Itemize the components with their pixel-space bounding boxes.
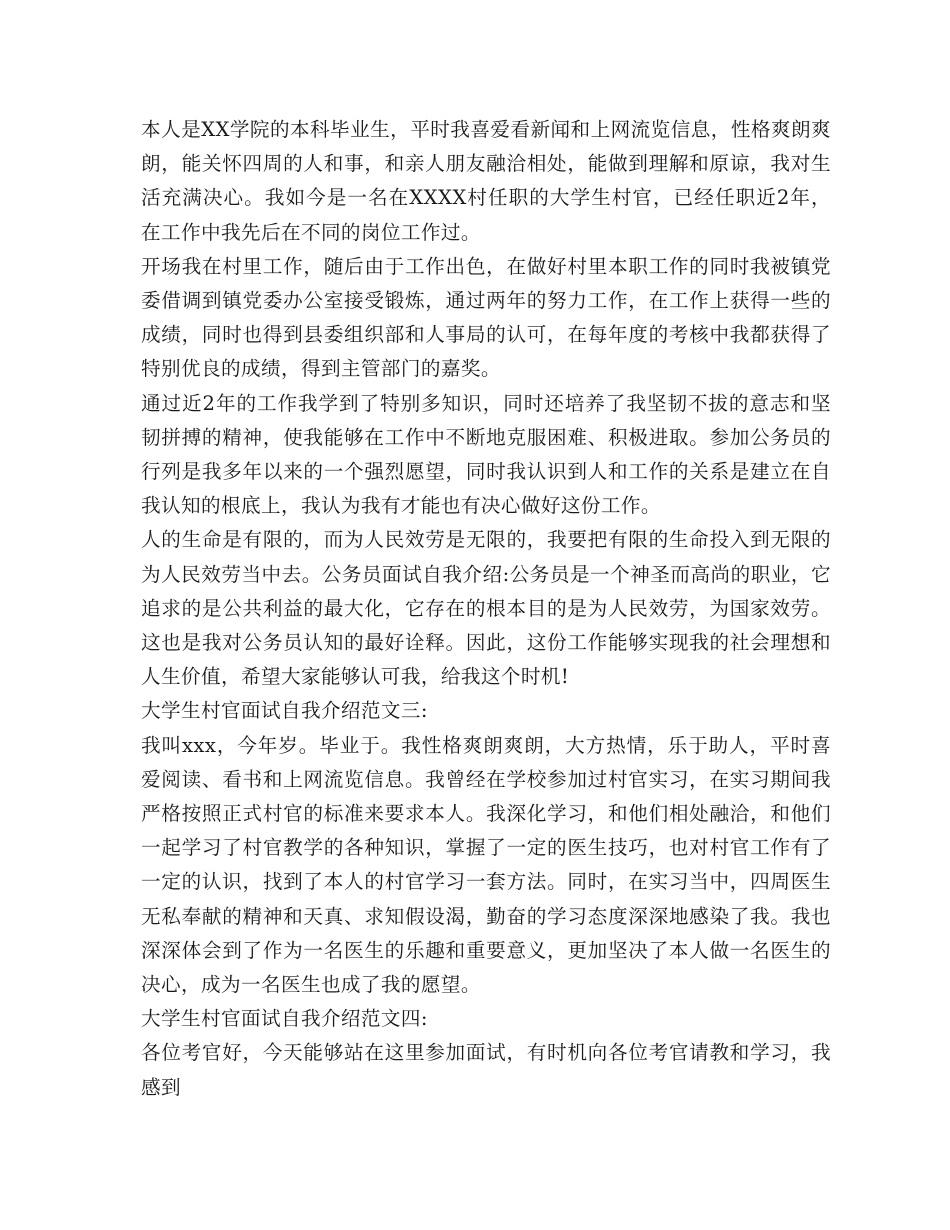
paragraph-sample-three: 我叫xxx，今年岁。毕业于。我性格爽朗爽朗，大方热情，乐于助人，平时喜爱阅读、看书和上网流览信息。我曾经在学校参加过村官实习，在实习期间我严格按照正式村官的标准来要求本人。我深化学习，和他们相处融洽，和他们一起学习了村官教学的各种知识，掌握了一定的医生技巧，也对村官工作有了一定的认识，找到了本人的村官学习一套方法。同时，在实习当中，四周医生无私奉献的精神和天真、求知假设渴，勤奋的学习态度深深地感染了我。我也深深体会到了作为一名医生的乐趣和重要意义，更加坚决了本人做一名医生的决心，成为一名医生也成了我的愿望。 bbox=[141, 733, 831, 997]
paragraph-public-service: 人的生命是有限的，而为人民效劳是无限的，我要把有限的生命投入到无限的为人民效劳当中去。公务员面试自我介绍:公务员是一个神圣而高尚的职业，它追求的是公共利益的最大化，它存在的根本目的是为人民效劳，为国家效劳。这也是我对公务员认知的最好诠释。因此，这份工作能够实现我的社会理想和人生价值，希望大家能够认可我，给我这个时机! bbox=[141, 528, 831, 689]
section-heading-sample-four: 大学生村官面试自我介绍范文四: bbox=[141, 1007, 428, 1031]
paragraph-work-history: 开场我在村里工作，随后由于工作出色，在做好村里本职工作的同时我被镇党委借调到镇党委办公室接受锻炼，通过两年的努力工作，在工作上获得一些的成绩，同时也得到县委组织部和人事局的认可，在每年度的考核中我都获得了特别优良的成绩，得到主管部门的嘉奖。 bbox=[141, 254, 831, 381]
section-heading-sample-three: 大学生村官面试自我介绍范文三: bbox=[141, 699, 428, 723]
paragraph-intro: 本人是XX学院的本科毕业生，平时我喜爱看新闻和上网流览信息，性格爽朗爽朗，能关怀四周的人和事，和亲人朋友融洽相处，能做到理解和原谅，我对生活充满决心。我如今是一名在XXXX村任职的大学生村官，已经任职近2年，在工作中我先后在不同的岗位工作过。 bbox=[141, 118, 831, 244]
document-body bbox=[141, 113, 831, 1105]
paragraph-sample-four: 各位考官好，今天能够站在这里参加面试，有时机向各位考官请教和学习，我感到 bbox=[141, 1041, 831, 1099]
paragraph-learning: 通过近2年的工作我学到了特别多知识，同时还培养了我坚韧不拔的意志和坚韧拼搏的精神，使我能够在工作中不断地克服困难、积极进取。参加公务员的行列是我多年以来的一个强烈愿望，同时我认识到人和工作的关系是建立在自我认知的根底上，我认为我有才能也有决心做好这份工作。 bbox=[141, 391, 831, 518]
